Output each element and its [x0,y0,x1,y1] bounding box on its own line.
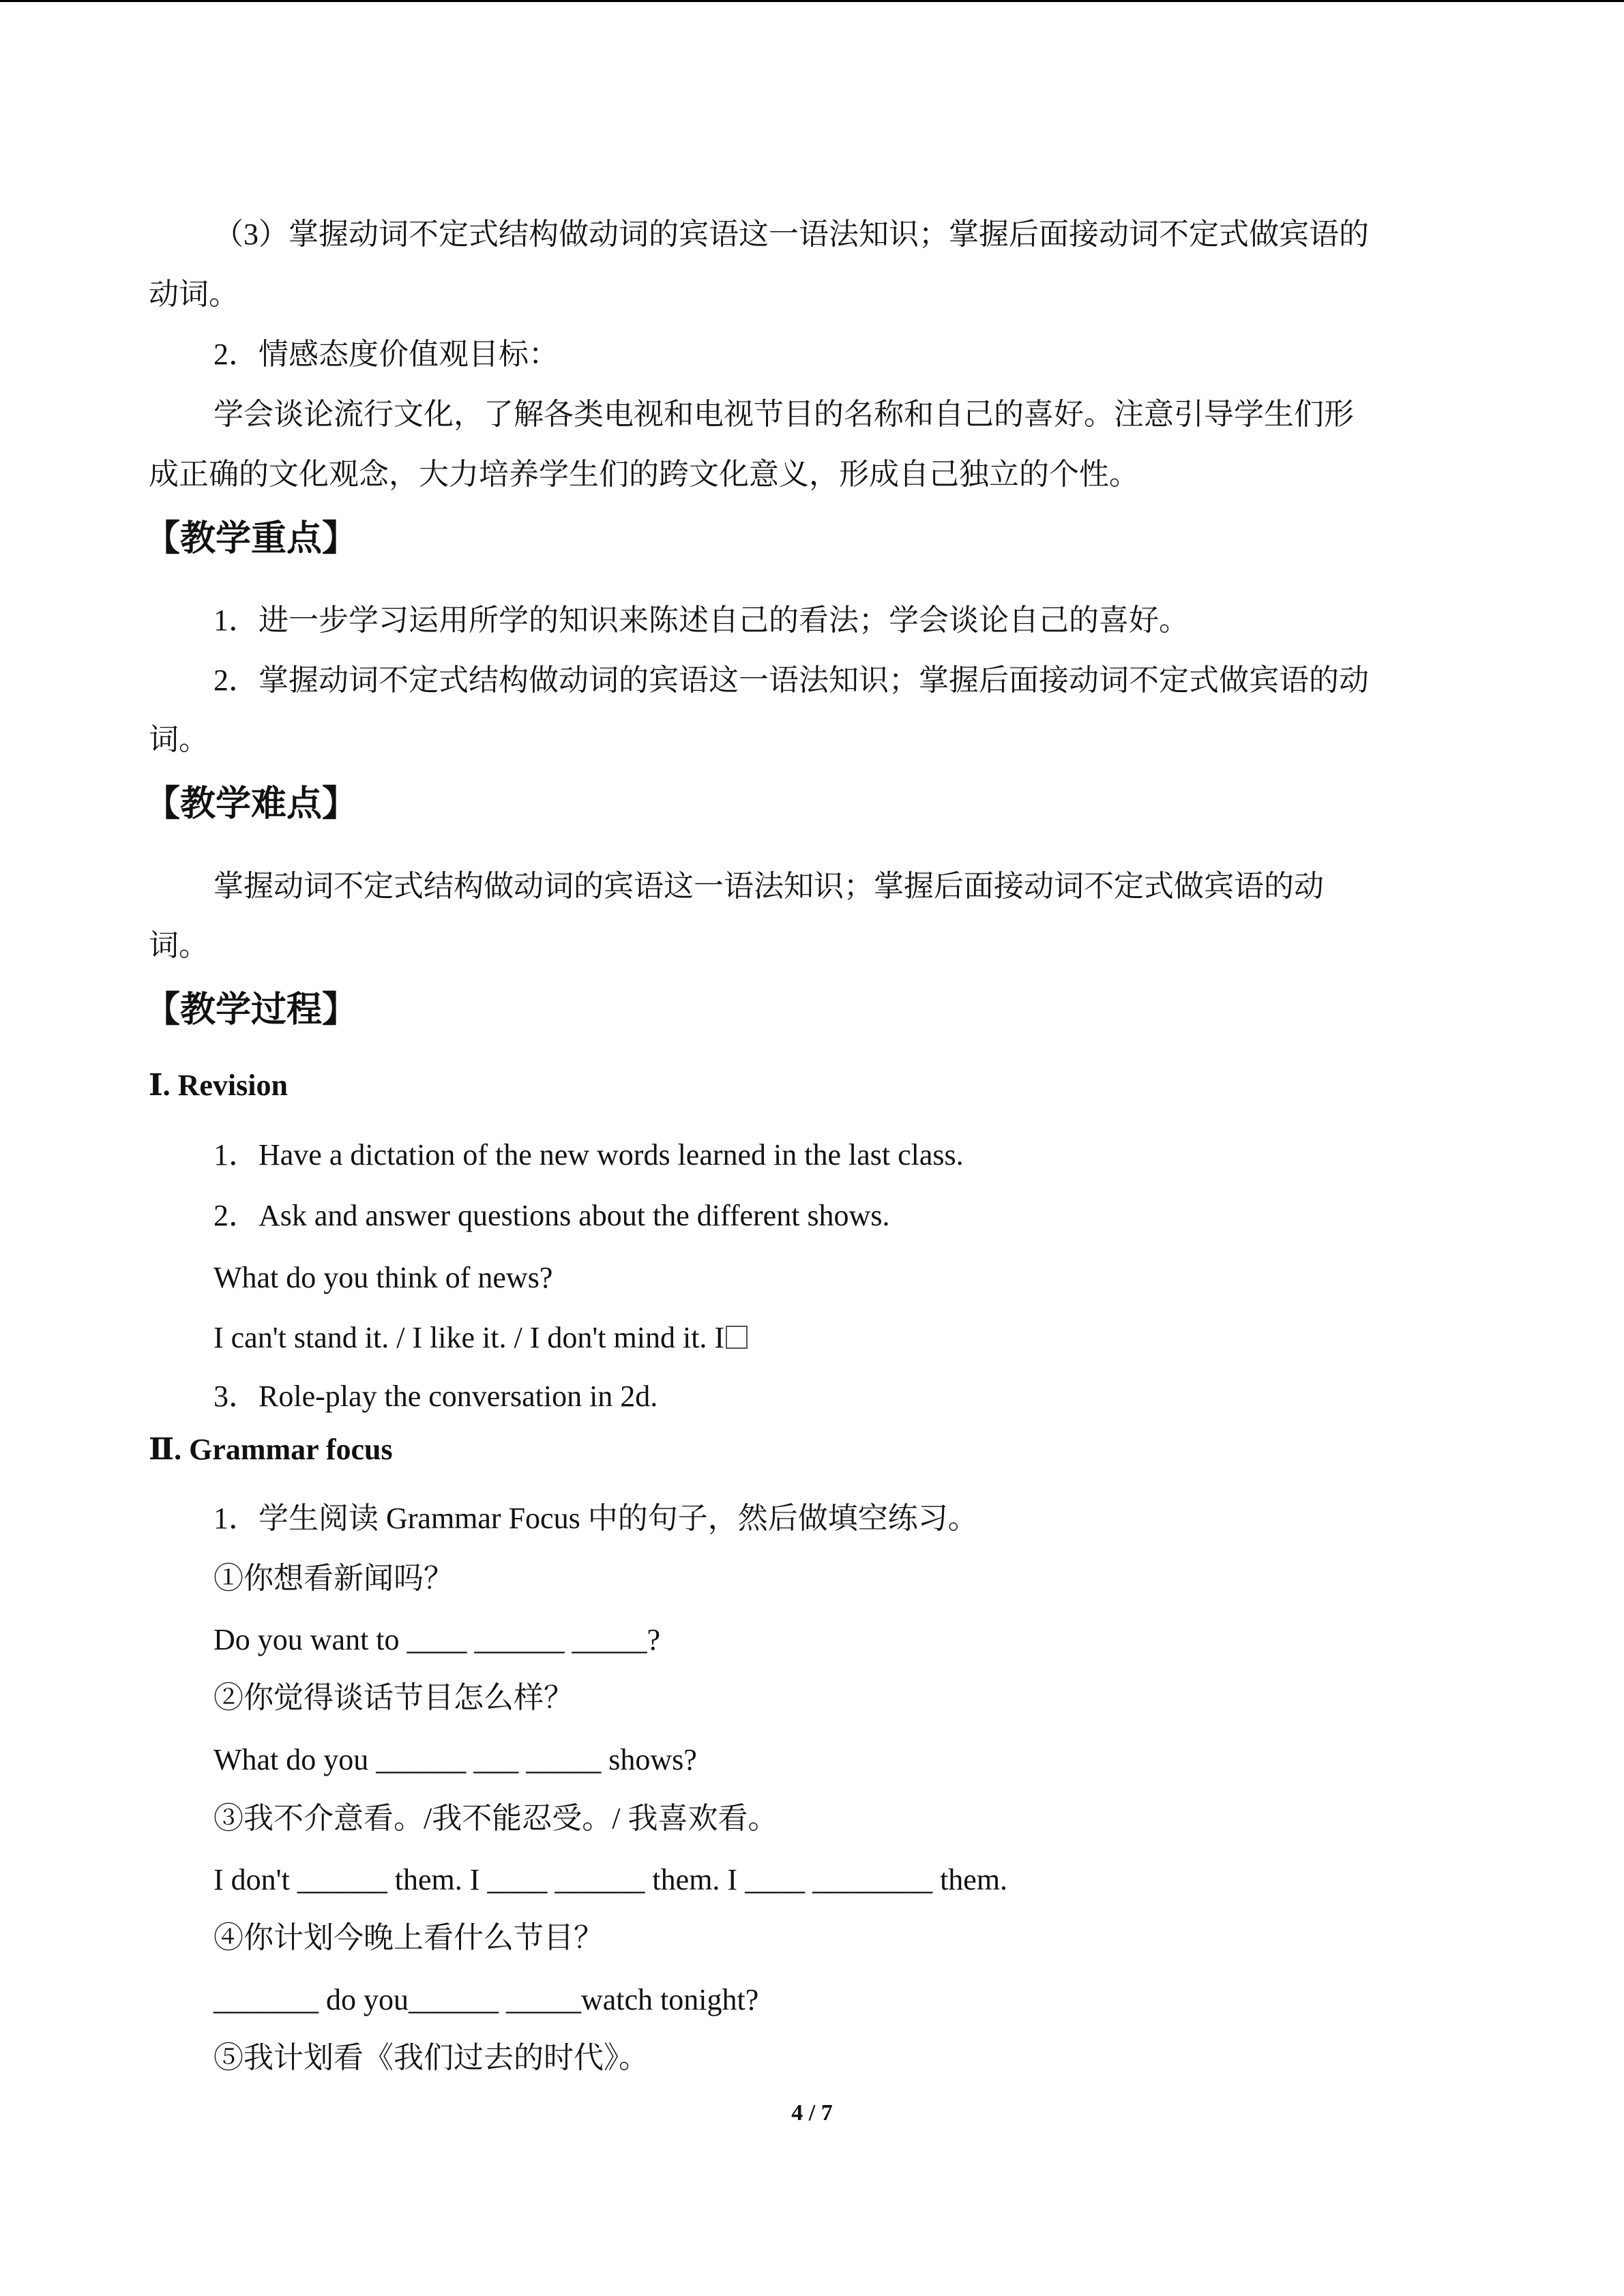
page-number: 4 / 7 [791,2100,833,2126]
sentence-3-english: I don't ______ them. I ____ ______ them. I ____ ________ them. [213,1863,1008,1896]
sentence-1-chinese: ①你想看新闻吗？ [213,1562,454,1595]
sentence-5-chinese: ⑤我计划看《我们过去的时代》。 [213,2041,649,2074]
grammar-title: Ⅱ. Grammar focus [149,1433,393,1466]
revision-question: What do you think of news? [213,1261,553,1294]
revision-title: Ⅰ. Revision [149,1069,288,1102]
revision-item-3: 3．Role-play the conversation in 2d. [213,1380,658,1413]
objective-item3-line2: 动词。 [149,278,239,311]
key-point-2-line1: 2．掌握动词不定式结构做动词的宾语这一语法知识；掌握后面接动词不定式做宾语的动 [213,664,1369,697]
top-border [0,0,1624,2]
emotion-objective-title: 2．情感态度价值观目标： [213,338,559,371]
sentence-2-chinese: ②你觉得谈话节目怎么样？ [213,1681,574,1714]
revision-answer: I can't stand it. / I like it. / I don't mind it. I [213,1321,725,1354]
revision-item-2: 2．Ask and answer questions about the different shows. [213,1199,890,1232]
missing-glyph-box [726,1326,748,1349]
process-heading: 【教学过程】 [145,991,358,1030]
revision-item-1: 1．Have a dictation of the new words learned in the last class. [213,1138,964,1172]
objective-item3-line1: （3）掌握动词不定式结构做动词的宾语这一语法知识；掌握后面接动词不定式做宾语的 [213,218,1369,251]
grammar-item-1: 1．学生阅读 Grammar Focus 中的句子，然后做填空练习。 [213,1502,978,1535]
sentence-4-english: _______ do you______ _____watch tonight? [213,1983,759,2016]
sentence-2-english: What do you ______ ___ _____ shows? [213,1743,697,1776]
key-points-heading: 【教学重点】 [145,520,358,558]
difficult-points-heading: 【教学难点】 [145,785,358,824]
sentence-1-english: Do you want to ____ ______ _____? [213,1623,661,1656]
difficult-point-line1: 掌握动词不定式结构做动词的宾语这一语法知识；掌握后面接动词不定式做宾语的动 [213,869,1324,903]
emotion-objective-line2: 成正确的文化观念，大力培养学生们的跨文化意义，形成自己独立的个性。 [149,458,1139,491]
key-point-1: 1．进一步学习运用所学的知识来陈述自己的看法；学会谈论自己的喜好。 [213,603,1189,637]
emotion-objective-line1: 学会谈论流行文化，了解各类电视和电视节目的名称和自己的喜好。注意引导学生们形 [213,398,1354,431]
sentence-4-chinese: ④你计划今晚上看什么节目？ [213,1921,604,1954]
revision-answer-line [213,1317,748,1358]
key-point-2-line2: 词。 [149,723,209,756]
difficult-point-line2: 词。 [149,929,209,962]
sentence-3-chinese: ③我不介意看。/我不能忍受。/ 我喜欢看。 [213,1802,778,1835]
